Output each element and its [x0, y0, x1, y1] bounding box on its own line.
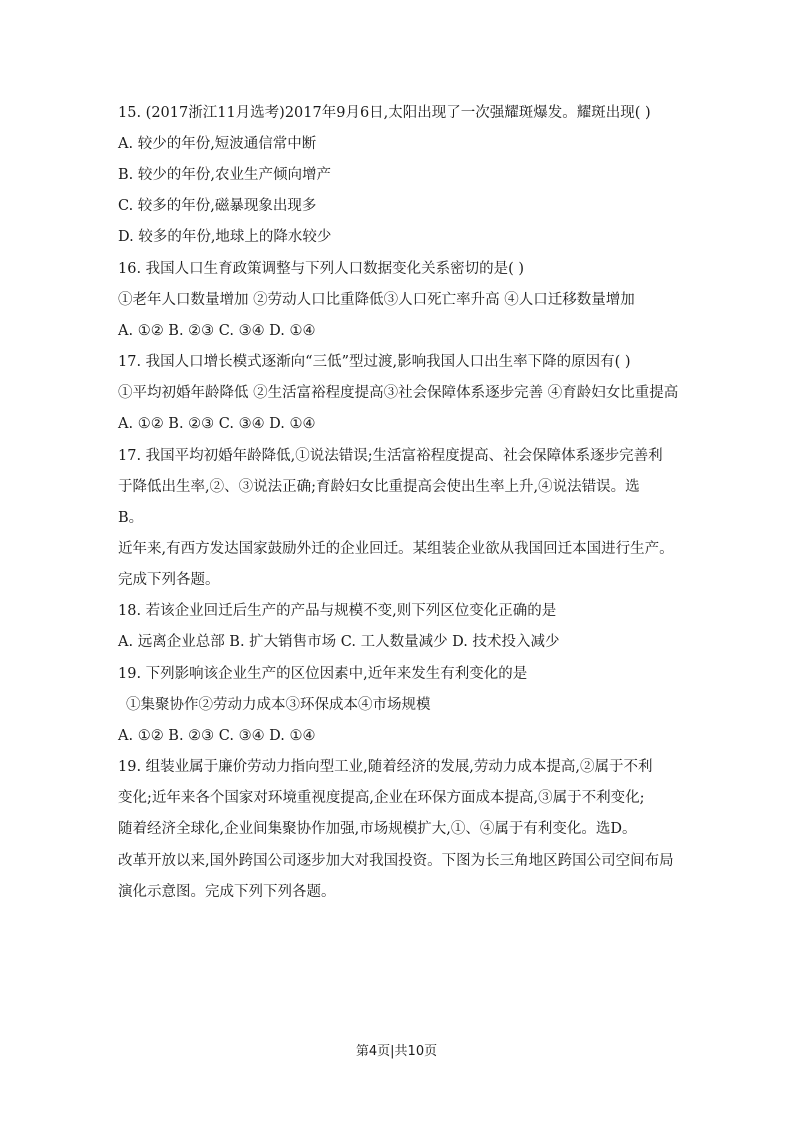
- passage2-intro-line2: 演化示意图。完成下列下列各题。: [118, 884, 336, 900]
- passage-intro-line1: 近年来,有西方发达国家鼓励外迁的企业回迁。某组装企业欲从我国回迁本国进行生产。: [118, 541, 674, 557]
- q19-answer-line1: 19. 组装业属于廉价劳动力指向型工业,随着经济的发展,劳动力成本提高,②属于不利: [118, 759, 653, 775]
- q15-option-b: B. 较少的年份,农业生产倾向增产: [118, 167, 331, 183]
- q16-statements: ①老年人口数量增加 ②劳动人口比重降低③人口死亡率升高 ④人口迁移数量增加: [118, 292, 635, 308]
- q17-answer-line3: B。: [118, 510, 144, 526]
- q19-stem: 19. 下列影响该企业生产的区位因素中,近年来发生有利变化的是: [118, 666, 528, 682]
- q16-options: A. ①② B. ②③ C. ③④ D. ①④: [118, 323, 316, 339]
- passage-intro-line2: 完成下列各题。: [118, 572, 220, 588]
- q19-answer-line2: 变化;近年来各个国家对环境重视度提高,企业在环保方面成本提高,③属于不利变化;: [118, 790, 645, 806]
- q19-options: A. ①② B. ②③ C. ③④ D. ①④: [118, 728, 316, 744]
- page-number-footer: 第4页|共10页: [355, 1044, 438, 1059]
- q19-statements: ①集聚协作②劳动力成本③环保成本④市场规模: [126, 697, 431, 713]
- q18-stem: 18. 若该企业回迁后生产的产品与规模不变,则下列区位变化正确的是: [118, 603, 557, 619]
- q17-answer-line1: 17. 我国平均初婚年龄降低,①说法错误;生活富裕程度提高、社会保障体系逐步完善利: [118, 448, 663, 464]
- q17-statements: ①平均初婚年龄降低 ②生活富裕程度提高③社会保障体系逐步完善 ④育龄妇女比重提高: [118, 385, 679, 401]
- q15-option-d: D. 较多的年份,地球上的降水较少: [118, 229, 332, 245]
- q17-answer-line2: 于降低出生率,②、③说法正确;育龄妇女比重提高会使出生率上升,④说法错误。选: [118, 479, 640, 495]
- q15-stem: 15. (2017浙江11月选考)2017年9月6日,太阳出现了一次强耀斑爆发。耀斑出现( ): [118, 105, 651, 121]
- passage2-intro-line1: 改革开放以来,国外跨国公司逐步加大对我国投资。下图为长三角地区跨国公司空间布局: [118, 853, 674, 869]
- q17-options: A. ①② B. ②③ C. ③④ D. ①④: [118, 416, 316, 432]
- q16-stem: 16. 我国人口生育政策调整与下列人口数据变化关系密切的是( ): [118, 261, 525, 277]
- q15-option-a: A. 较少的年份,短波通信常中断: [118, 136, 317, 152]
- q15-option-c: C. 较多的年份,磁暴现象出现多: [118, 198, 317, 214]
- q19-answer-line3: 随着经济全球化,企业间集聚协作加强,市场规模扩大,①、④属于有利变化。选D。: [118, 821, 637, 837]
- q18-options: A. 远离企业总部 B. 扩大销售市场 C. 工人数量减少 D. 技术投入减少: [118, 634, 560, 650]
- q17-stem: 17. 我国人口增长模式逐渐向“三低”型过渡,影响我国人口出生率下降的原因有( ): [118, 354, 631, 370]
